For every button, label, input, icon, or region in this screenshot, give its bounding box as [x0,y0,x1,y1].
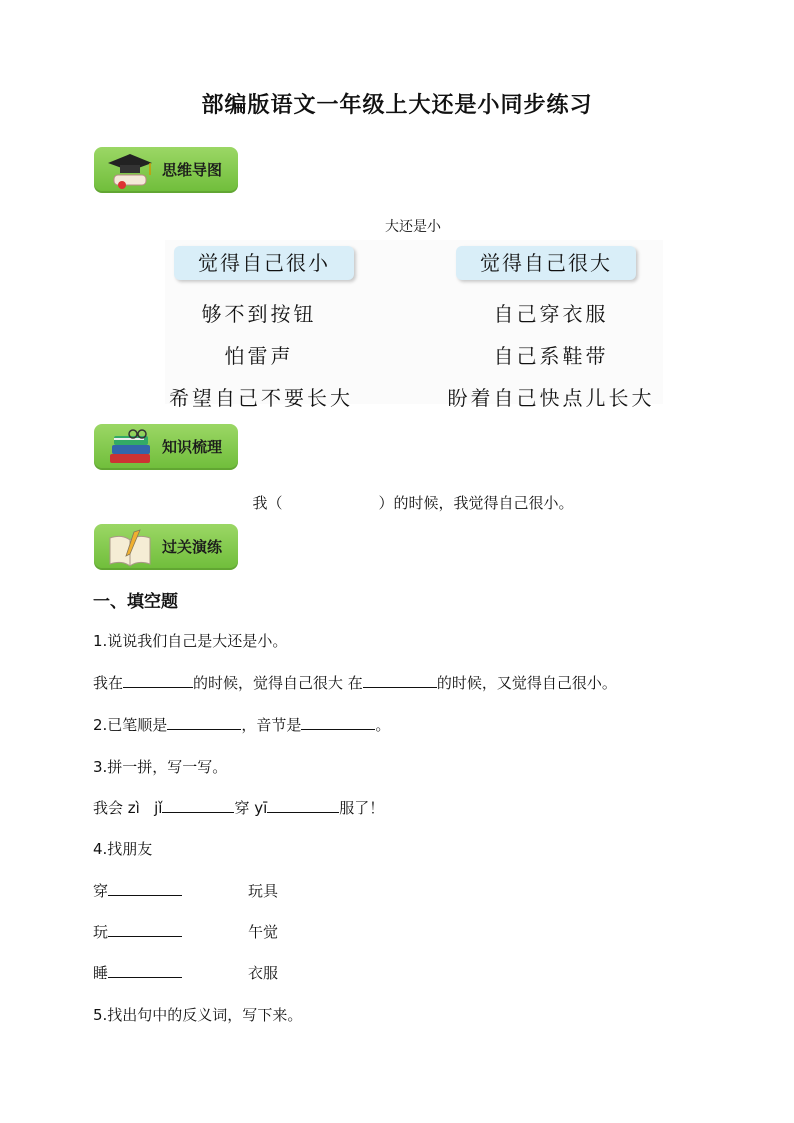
page-title: 部编版语文一年级上大还是小同步练习 [201,93,593,118]
mindmap-right-item: 自己系鞋带 [493,344,609,368]
question-1-blanks [93,672,617,693]
answer-blank[interactable] [108,881,182,896]
mindmap-left-item: 够不到按钮 [201,302,317,326]
match-left: 穿 [93,882,109,900]
q3-text-c: 服了！ [339,799,385,817]
answer-blank[interactable] [162,798,234,813]
match-right[interactable]: 玩具 [248,882,279,900]
question-3: 3.拼一拼，写一写。 [93,758,228,776]
section-banner-knowledge [94,424,238,470]
q1-text-b: 的时候，觉得自己很大 [193,674,344,692]
section-label-knowledge: 知识梳理 [162,438,223,456]
books-icon [100,426,158,468]
section-banner-mindmap [94,147,238,193]
answer-blank[interactable] [108,963,182,978]
question-2 [93,714,390,735]
mindmap-caption: 大还是小 [385,219,441,235]
answer-blank[interactable] [123,673,193,688]
match-left: 玩 [93,923,109,941]
knowledge-after: ）的时候，我觉得自己很小。 [378,494,574,512]
question-4: 4.找朋友 [93,840,153,858]
match-row [93,921,278,942]
match-row [93,962,278,983]
mindmap-left-header: 觉得自己很小 [174,246,354,280]
question-section-header: 一、填空题 [93,592,178,612]
knowledge-sentence [0,492,794,513]
match-right[interactable]: 衣服 [248,964,279,982]
question-5: 5.找出句中的反义词，写下来。 [93,1006,303,1024]
mindmap-right-item: 自己穿衣服 [493,302,609,326]
q3-text-a: 我会 zì jǐ [93,799,163,817]
section-banner-practice [94,524,238,570]
q3-text-b: 穿 yī [234,799,268,817]
graduation-cap-icon [100,149,158,191]
question-3-blanks [93,797,384,818]
section-label-mindmap: 思维导图 [162,161,223,179]
question-1: 1.说说我们自己是大还是小。 [93,632,288,650]
answer-blank[interactable] [301,715,375,730]
mindmap-left-item: 怕雷声 [224,344,294,368]
mindmap [165,240,663,410]
answer-blank[interactable] [108,922,182,937]
notebook-pencil-icon [100,526,158,568]
q1-text-d: 的时候，又觉得自己很小。 [436,674,617,692]
match-right[interactable]: 午觉 [248,923,279,941]
q1-text-a: 我在 [93,674,124,692]
section-label-practice: 过关演练 [162,538,223,556]
mindmap-right-item: 盼着自己快点儿长大 [447,386,655,410]
q2-text-a: 2.已笔顺是 [93,716,168,734]
match-left: 睡 [93,964,109,982]
match-row [93,880,278,901]
answer-blank[interactable] [267,798,339,813]
mindmap-right-header: 觉得自己很大 [456,246,636,280]
q2-text-c: 。 [375,716,391,734]
q2-text-b: ，音节是 [241,716,302,734]
answer-blank[interactable] [167,715,241,730]
q1-text-c: 在 [343,674,363,692]
knowledge-before: 我（ [252,494,283,512]
mindmap-left-item: 希望自己不要长大 [169,386,353,410]
answer-blank[interactable] [363,673,437,688]
